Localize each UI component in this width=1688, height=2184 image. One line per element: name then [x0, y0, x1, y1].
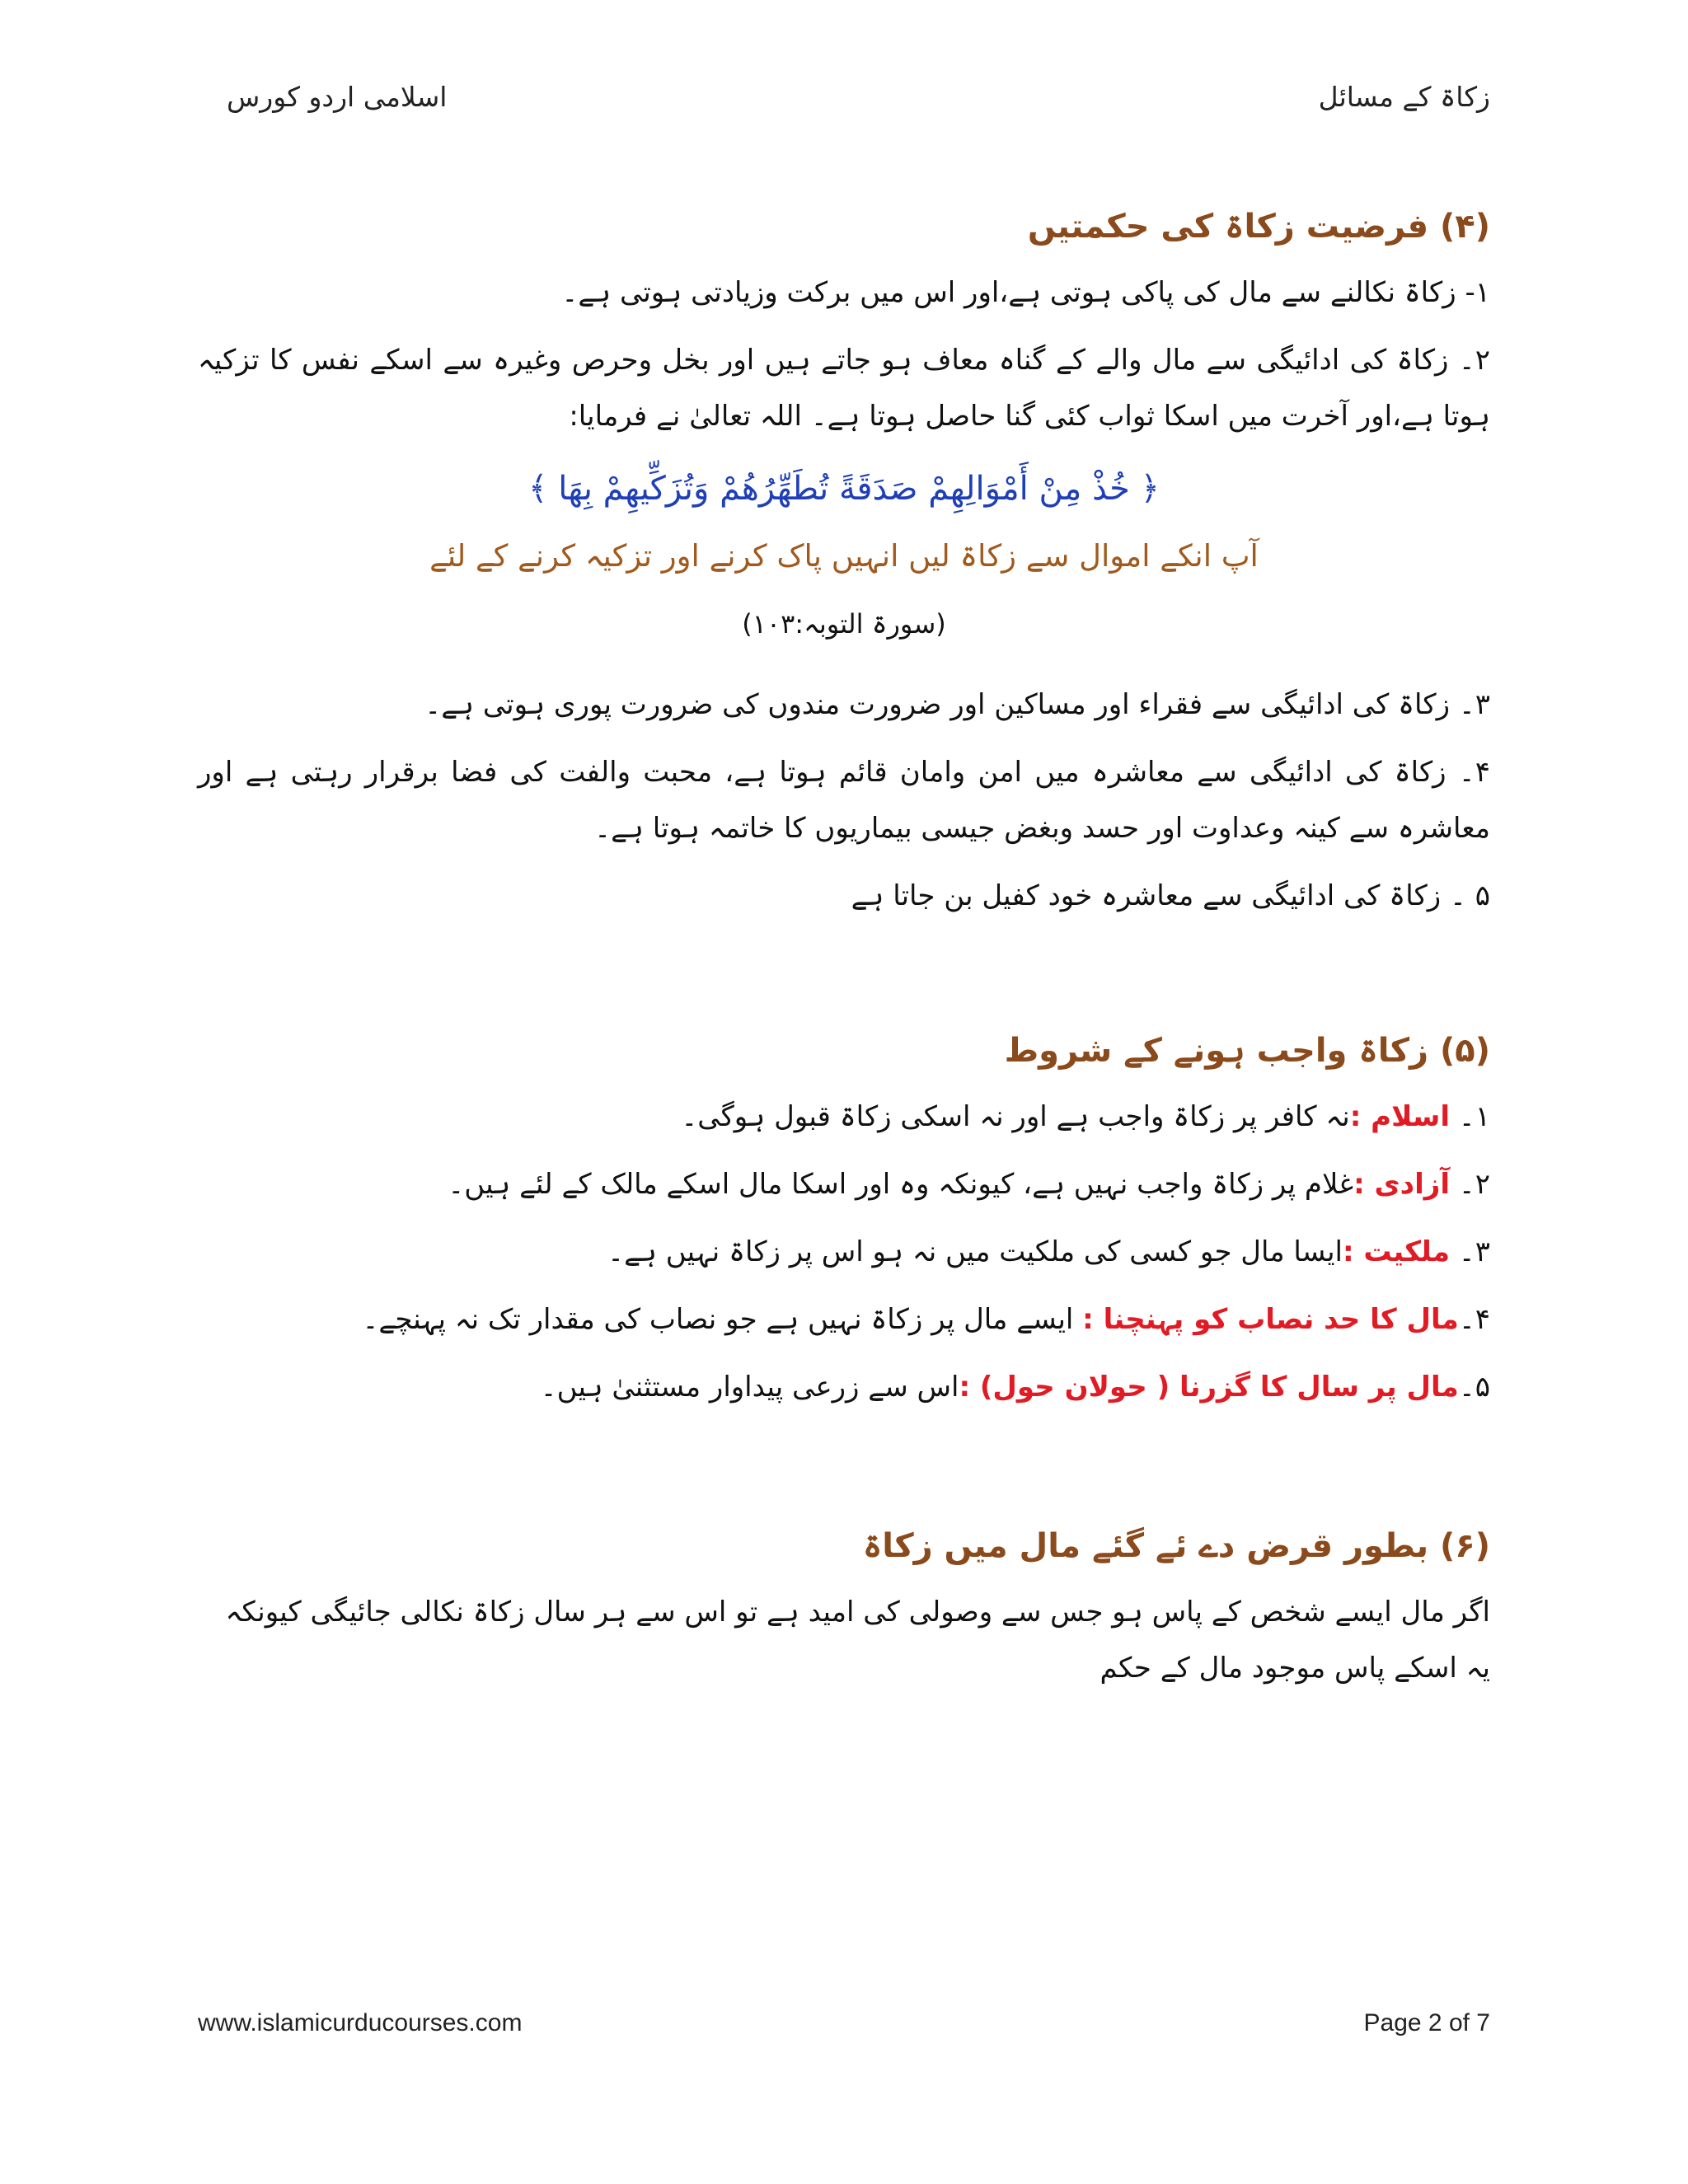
footer-page-number: Page 2 of 7	[1363, 2009, 1490, 2036]
section-4-point-1: ۱- زکاۃ نکالنے سے مال کی پاکی ہوتی ہے،اور اس میں برکت وزیادتی ہوتی ہے۔	[561, 276, 1490, 309]
condition-number: ۱۔	[1450, 1100, 1490, 1134]
section-4-point-4: ۴۔ زکاۃ کی ادائیگی سے معاشرہ میں امن وامان قائم ہوتا ہے، محبت والفت کی فضا برقرار رہتی ہے اور معاشرہ سے کینہ وعداوت اور حسد وبغض جیسی بیماریوں کا خاتمہ ہوتا ہے۔	[198, 756, 1490, 846]
condition-text: غلام پر زکاۃ واجب نہیں ہے، کیونکہ وہ اور اسکا مال اسکے مالک کے لئے ہیں۔	[448, 1168, 1354, 1202]
section-6-paragraph: اگر مال ایسے شخص کے پاس ہو جس سے وصولی کی امید ہے تو اس سے ہر سال زکاۃ نکالی جائیگی کیونکہ یہ اسکے پاس موجود مال کے حکم	[225, 1596, 1490, 1685]
condition-item	[198, 1359, 1490, 1415]
page-content	[198, 202, 1490, 1708]
footer-website-link[interactable]: www.islamicurducourses.com	[198, 2009, 523, 2036]
condition-keyword: اسلام :	[1349, 1100, 1450, 1134]
condition-text: ایسا مال جو کسی کی ملکیت میں نہ ہو اس پر زکاۃ نہیں ہے۔	[607, 1235, 1343, 1269]
section-4-point-3: ۳۔ زکاۃ کی ادائیگی سے فقراء اور مساکین اور ضرورت مندوں کی ضرورت پوری ہوتی ہے۔	[424, 688, 1490, 722]
condition-keyword: ملکیت :	[1342, 1235, 1450, 1269]
condition-number: ۴۔	[1458, 1303, 1490, 1337]
header-title-right: زکاۃ کے مسائل	[1318, 81, 1490, 113]
condition-text: ایسے مال پر زکاۃ نہیں ہے جو نصاب کی مقدار تک نہ پہنچے۔	[362, 1303, 1083, 1337]
condition-keyword: مال پر سال کا گزرنا ( حولان حول) :	[959, 1371, 1459, 1404]
condition-number: ۵۔	[1458, 1371, 1490, 1404]
condition-text: اس سے زرعی پیداوار مستثنیٰ ہیں۔	[540, 1371, 959, 1404]
section-4-point-2: ۲۔ زکاۃ کی ادائیگی سے مال والے کے گناہ معاف ہو جاتے ہیں اور بخل وحرص وغیرہ سے اسکے نفس کا تزکیہ ہوتا ہے،اور آخرت میں اسکا ثواب کئی گنا حاصل ہوتا ہے۔ اللہ تعالیٰ نے فرمایا:	[198, 344, 1490, 433]
condition-item	[198, 1291, 1490, 1347]
section-4-point-5: ۵ ۔ زکاۃ کی ادائیگی سے معاشرہ خود کفیل بن جاتا ہے	[851, 879, 1490, 913]
header-title-left: اسلامی اردو کورس	[227, 81, 448, 113]
condition-keyword: آزادی :	[1353, 1168, 1450, 1202]
section-4-heading: (۴) فرضیت زکاۃ کی حکمتیں	[1027, 208, 1490, 246]
condition-number: ۳۔	[1450, 1235, 1490, 1269]
condition-keyword: مال کا حد نصاب کو پہنچنا :	[1082, 1303, 1459, 1337]
condition-number: ۲۔	[1450, 1168, 1490, 1202]
section-5-heading: (۵) زکاۃ واجب ہونے کے شروط	[1004, 1032, 1490, 1071]
condition-text: نہ کافر پر زکاۃ واجب ہے اور نہ اسکی زکاۃ قبول ہوگی۔	[681, 1100, 1350, 1134]
verse-reference: (سورۃ التوبہ:۱۰۳)	[742, 608, 946, 640]
section-6-heading: (۶) بطور قرض دے ئے گئے مال میں زکاۃ	[862, 1527, 1490, 1566]
condition-item	[198, 1089, 1490, 1145]
condition-item	[198, 1156, 1490, 1212]
verse-translation: آپ انکے اموال سے زکاۃ لیں انہیں پاک کرنے اور تزکیہ کرنے کے لئے	[429, 538, 1259, 574]
quran-verse: ﴿ خُذْ مِنْ أَمْوَالِهِمْ صَدَقَةً تُطَهِّرُهُمْ وَتُزَكِّيهِمْ بِهَا ﴾	[528, 470, 1160, 508]
condition-item	[198, 1224, 1490, 1280]
